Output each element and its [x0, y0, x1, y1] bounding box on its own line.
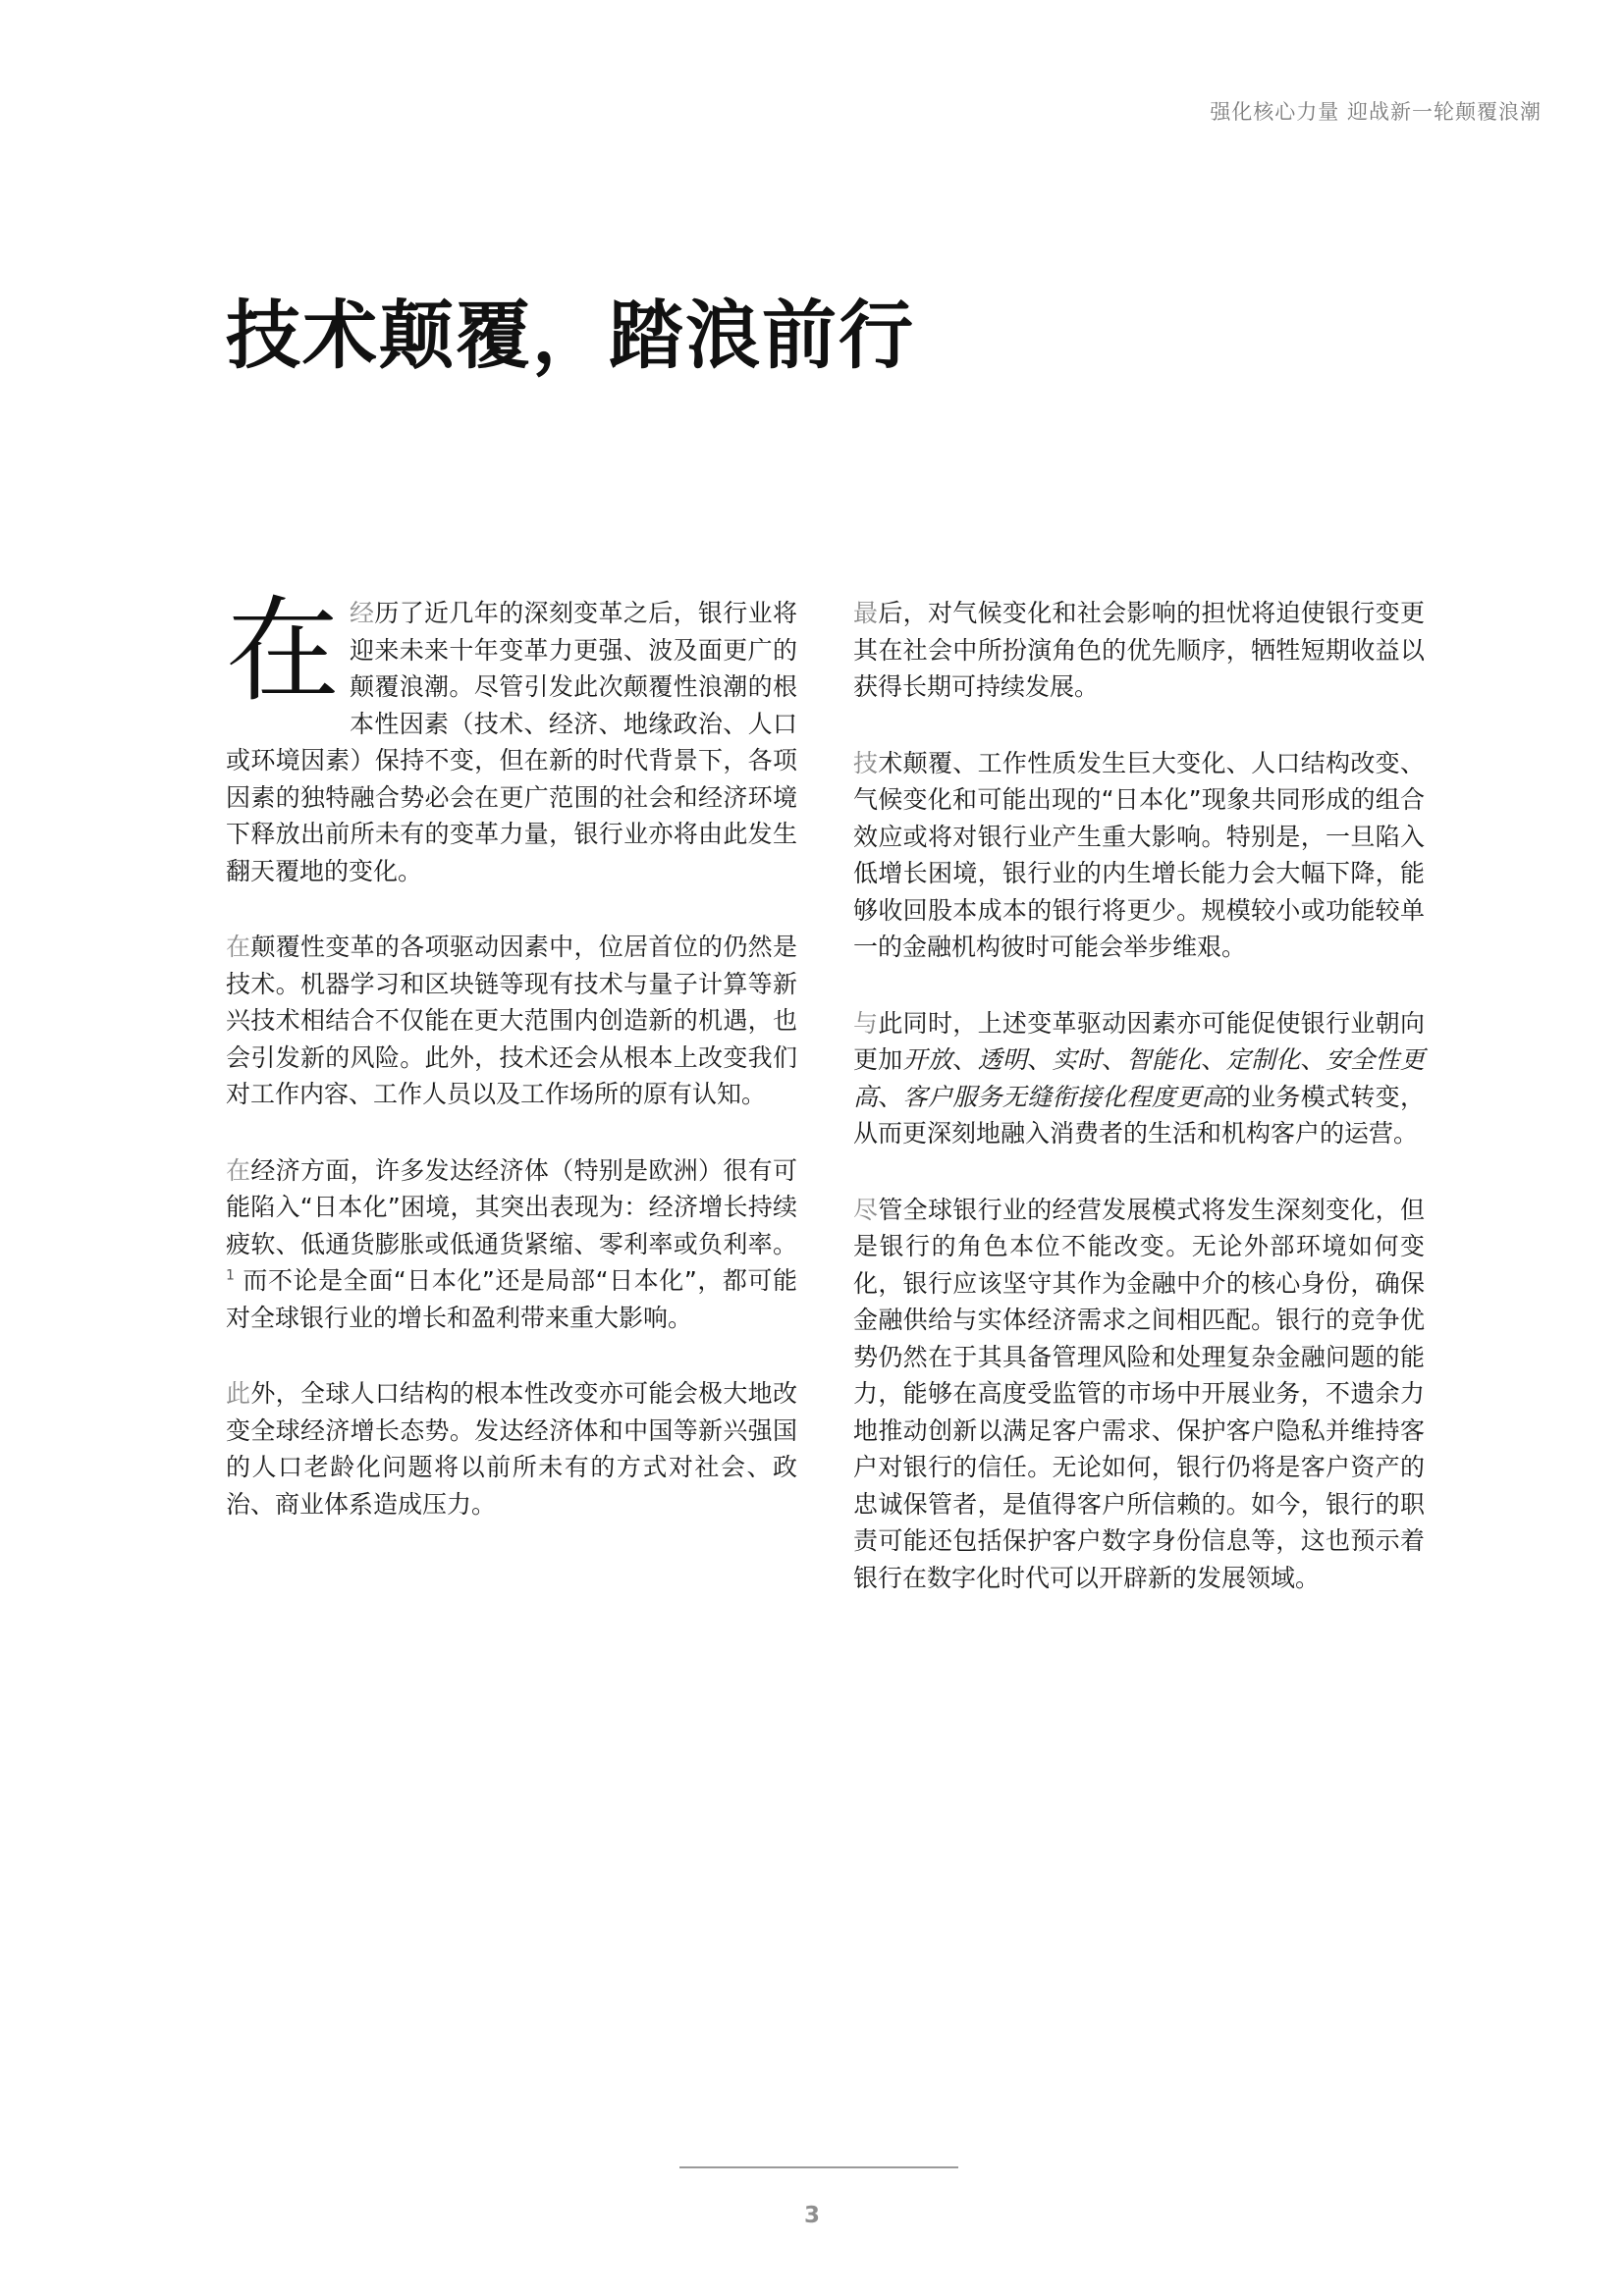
combined-effects-paragraph [853, 745, 1425, 966]
paragraph-text: 颠覆性变革的各项驱动因素中，位居首位的仍然是技术。机器学习和区块链等现有技术与量子计算等新兴技术相结合不仅能在更大范围内创造新的机遇，也会引发新的风险。此外，技术还会从根本上改变我们对工作内容、工作人员以及工作场所的原有认知。 [226, 933, 797, 1108]
paragraph-text: 而不论是全面“日本化”还是局部“日本化”，都可能对全球银行业的增长和盈利带来重大影响。 [226, 1266, 797, 1332]
climate-paragraph [853, 595, 1425, 706]
economy-paragraph [226, 1152, 797, 1337]
paragraph-text: 后，对气候变化和社会影响的担忧将迫使银行变更其在社会中所扮演角色的优先顺序，牺牲短期收益以获得长期可持续发展。 [853, 599, 1425, 701]
paragraph-lead-char: 最 [853, 599, 879, 627]
paragraph-text: 历了近几年的深刻变革之后，银行业将迎来未来十年变革力更强、波及面更广的颠覆浪潮。尽管引发此次颠覆性浪潮的根本性因素（技术、经济、地缘政治、人口或环境因素）保持不变，但在新的时代背景下，各项因素的独特融合势必会在更广范围的社会和经济环境下释放出前所未有的变革力量，银行业亦将由此发生翻天覆地的变化。 [226, 599, 797, 885]
paragraph-text: 管全球银行业的经营发展模式将发生深刻变化，但是银行的角色本位不能改变。无论外部环境如何变化，银行应该坚守其作为金融中介的核心身份，确保金融供给与实体经济需求之间相匹配。银行的竞争优势仍然在于其具备管理风险和处理复杂金融问题的能力，能够在高度受监管的市场中开展业务，不遗余力地推动创新以满足客户需求、保护客户隐私并维持客户对银行的信任。无论如何，银行仍将是客户资产的忠诚保管者，是值得客户所信赖的。如今，银行的职责可能还包括保护客户数字身份信息等，这也预示着银行在数字化时代可以开辟新的发展领域。 [853, 1195, 1425, 1592]
footnote-marker[interactable]: 1 [226, 1267, 235, 1284]
paragraph-lead-char: 技 [853, 748, 879, 777]
separator: 、 [1300, 1045, 1326, 1074]
running-header: 强化核心力量 迎战新一轮颠覆浪潮 [1210, 100, 1542, 124]
separator: 、 [878, 1082, 903, 1111]
separator: 、 [1027, 1045, 1053, 1074]
page-number: 3 [803, 2203, 820, 2228]
left-column [226, 585, 797, 1562]
paragraph-lead-char: 经 [350, 599, 375, 627]
paragraph-text: 的业务模式转变，从而更深刻地融入消费者的生活和机构客户的运营。 [853, 1082, 1425, 1148]
emphasis-realtime: 实时 [1052, 1045, 1103, 1074]
paragraph-text: 外，全球人口结构的根本性改变亦可能会极大地改变全球经济增长态势。发达经济体和中国等新兴强国的人口老龄化问题将以前所未有的方式对社会、政治、商业体系造成压力。 [226, 1379, 797, 1519]
right-column [853, 595, 1425, 1635]
emphasis-open: 开放 [902, 1045, 953, 1074]
page-title: 技术颠覆，踏浪前行 [226, 292, 915, 379]
paragraph-lead-char: 此 [226, 1379, 251, 1408]
emphasis-secure: 安全性更高 [853, 1045, 1425, 1111]
paragraph-text: 经济方面，许多发达经济体（特别是欧洲）很有可能陷入“日本化”困境，其突出表现为：经济增长持续疲软、低通货膨胀或低通货紧缩、零利率或负利率。 [226, 1155, 797, 1258]
paragraph-lead-char: 在 [226, 933, 251, 961]
emphasis-transparent: 透明 [977, 1045, 1028, 1074]
emphasis-seamless: 客户服务无缝衔接化程度更高 [902, 1082, 1226, 1111]
bank-role-paragraph [853, 1192, 1425, 1597]
demographics-paragraph [226, 1375, 797, 1522]
emphasis-customized: 定制化 [1225, 1045, 1301, 1074]
paragraph-text: 术颠覆、工作性质发生巨大变化、人口结构改变、气候变化和可能出现的“日本化”现象共同形成的组合效应或将对银行业产生重大影响。特别是，一旦陷入低增长困境，银行业的内生增长能力会大幅下降，能够收回股本成本的银行将更少。规模较小或功能较单一的金融机构彼时可能会举步维艰。 [853, 748, 1425, 961]
technology-paragraph [226, 929, 797, 1113]
separator: 、 [1102, 1045, 1127, 1074]
separator: 、 [952, 1045, 978, 1074]
paragraph-lead-char: 尽 [853, 1195, 879, 1224]
emphasis-intelligent: 智能化 [1126, 1045, 1202, 1074]
intro-paragraph [226, 585, 797, 889]
paragraph-lead-char: 与 [853, 1008, 879, 1038]
paragraph-text: 此同时，上述变革驱动因素亦可能促使银行业朝向更加 [853, 1008, 1425, 1074]
business-model-paragraph [853, 1005, 1425, 1152]
separator: 、 [1201, 1045, 1226, 1074]
footer-divider [679, 2166, 958, 2168]
drop-cap: 在 [226, 585, 340, 718]
paragraph-lead-char: 在 [226, 1155, 251, 1185]
